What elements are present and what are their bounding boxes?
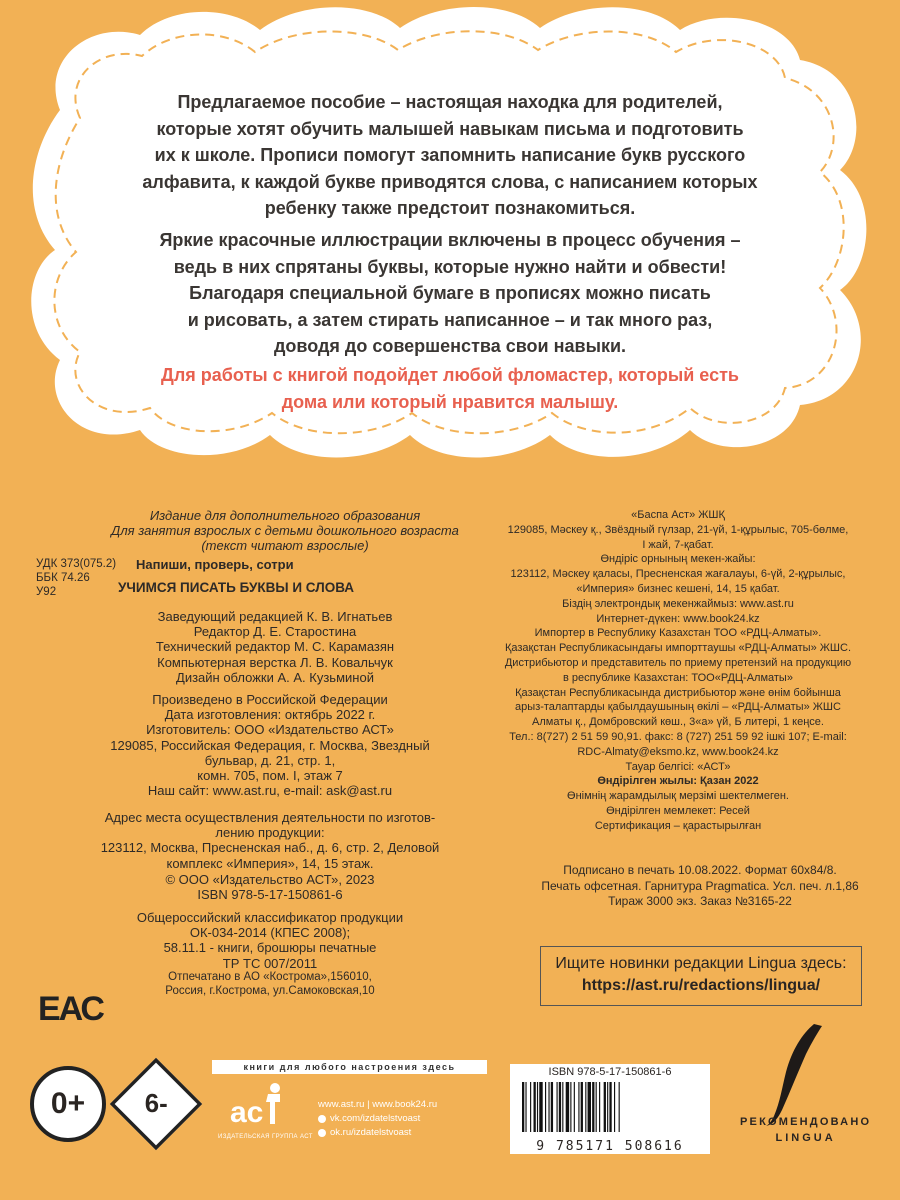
book-title-block [118,557,458,595]
lingua-box-link[interactable]: https://ast.ru/redactions/lingua/ [581,977,821,994]
credit-line: Заведующий редакцией К. В. Игнатьев [157,609,393,624]
kz-line: Өндіріс орнының мекен-жайы: [600,553,756,566]
kz-line: Өнімнің жарамдылық мерзімі шектелмеген. [567,790,789,803]
classifier-block [70,910,470,971]
kazakh-info [478,508,878,834]
age-rating-text: 6- [144,1089,168,1118]
copyright: © ООО «Издательство АСТ», 2023 [165,872,375,887]
svg-text:ac: ac [230,1096,264,1129]
intro-line: которые хотят обучить малышей навыкам письма и подготовить [156,118,744,139]
udk-code: УДК 373(075.2) [36,558,117,570]
ast-publisher-label: ИЗДАТЕЛЬСКАЯ ГРУППА АСТ [218,1134,313,1140]
print-info-line: Тираж 3000 экз. Заказ №3165-22 [608,894,792,908]
production-line: Наш сайт: www.ast.ru, e-mail: ask@ast.ru [147,783,393,799]
web-links [318,1098,437,1140]
edition-notes [110,508,460,554]
intro-paragraph-2 [110,227,790,360]
credit-line: Компьютерная верстка Л. В. Ковальчук [157,654,393,670]
intro-line: Благодаря специальной бумаге в прописях можно писать [189,283,711,303]
vk-icon [318,1115,326,1123]
kz-line: Алматы қ., Домбровский көш., 3«а» үй, Б литері, 1 кеңсе. [532,716,824,729]
book-title: УЧИМСЯ ПИСАТЬ БУКВЫ И СЛОВА [118,580,355,596]
web-link-row [318,1126,437,1140]
intro-line: Предлагаемое пособие – настоящая находка для родителей, [177,92,723,112]
intro-line: алфавита, к каждой букве приводятся слова, с написанием которых [142,171,758,192]
intro-line: Для работы с книгой подойдет любой фломастер, который есть [161,365,739,385]
kz-line: в республике Казахстан: ТОО«РДЦ-Алматы» [563,671,793,684]
edition-note: Издание для дополнительного образования [149,508,421,523]
kz-line: Өндірілген жылы: Қазан 2022 [597,775,759,788]
kz-line: I жай, 7-қабат. [642,538,714,551]
kz-line: Дистрибьютор и представитель по приему претензий на продукцию [504,656,852,669]
barcode-digits: 9 785171 508616 [536,1139,684,1154]
ok-icon [318,1129,326,1137]
copyright-block [70,872,470,902]
printer-line: Россия, г.Кострома, ул.Самоковская,10 [165,985,375,997]
kz-line: Тауар белгісі: «АСТ» [625,760,731,773]
kz-line: Сертификация – қарастырылған [594,819,762,832]
intro-line: их к школе. Прописи помогут запомнить написание букв русского [154,145,746,165]
kz-line: Біздің электрондық мекенжаймыз: www.ast.ru [562,597,794,610]
credits [100,609,450,685]
classifier-line: ТР ТС 007/2011 [222,955,318,971]
kz-line: Импортер в Республику Казахстан ТОО «РДЦ-Алматы». [534,627,822,640]
web-link-row [318,1112,437,1126]
credit-line: Дизайн обложки А. А. Кузьминой [176,669,374,685]
recommended-badge [740,1114,871,1146]
print-info-line: Подписано в печать 10.08.2022. Формат 60х84/8. [563,863,837,877]
author-code: У92 [36,586,57,598]
production-info [70,692,470,798]
web-link-row [318,1098,437,1112]
ast-logo-icon [228,1082,284,1132]
kz-line: 129085, Мәскеу қ., Звёздный гүлзар, 21-үй, 1-құрылыс, 705-бөлме, [507,523,849,536]
kz-line: RDC-Almaty@eksmo.kz, www.book24.kz [577,745,779,758]
printer-block [70,970,470,998]
intro-paragraph-1 [110,89,790,222]
address-line: комплекс «Империя», 14, 15 этаж. [166,855,374,871]
age-rating-0-plus: 0+ [30,1066,106,1142]
kz-line: арыз-талаптарды қабылдаушының өкілі – «РДЦ-Алматы» ЖШС [515,701,841,714]
lingua-box [540,946,862,1006]
bbk-code: ББК 74.26 [36,572,90,584]
slogan-banner: книги для любого настроения здесь [212,1060,487,1074]
credit-line: Технический редактор М. С. Карамазян [155,639,395,655]
print-info [520,863,880,910]
production-line: 129085, Российская Федерация, г. Москва, Звездный [110,737,430,753]
classifier-line: 58.11.1 - книги, брошюры печатные [163,940,377,956]
production-line: Изготовитель: ООО «Издательство АСТ» [146,722,394,738]
printer-line: Отпечатано в АО «Кострома»,156010, [168,971,372,983]
web-link[interactable]: vk.com/izdatelstvoast [330,1113,421,1124]
classification-codes [36,557,116,599]
address-line: 123112, Москва, Пресненская наб., д. 6, стр. 2, Деловой [100,840,440,856]
intro-line: и рисовать, а затем стирать написанное – и так много раз, [187,309,713,330]
recommended-brand: LINGUA [775,1132,836,1144]
intro-line: Яркие красочные иллюстрации включены в процесс обучения – [159,230,741,250]
intro-line: дома или который нравится малышу. [281,391,619,412]
kz-line: Қазақстан Республикасындағы импорттаушы «РДЦ-Алматы» ЖШС. [504,642,852,655]
age-rating-6-minus [110,1058,202,1150]
barcode [510,1064,710,1154]
kz-line: Тел.: 8(727) 2 51 59 90,91. факс: 8 (727) 251 59 92 ішкі 107; E-mail: [509,730,847,743]
edition-note: Для занятия взрослых с детьми дошкольного возраста [111,523,459,539]
edition-note: (текст читают взрослые) [201,538,369,554]
print-info-line: Печать офсетная. Гарнитура Pragmatica. Усл. печ. л.1,86 [541,878,859,893]
intro-line: доводя до совершенства свои навыки. [273,336,627,356]
address-line: Адрес места осуществления деятельности по изготов- [104,810,436,825]
kz-line: «Баспа Аст» ЖШҚ [631,509,725,521]
kz-line: Өндірілген мемлекет: Ресей [606,804,750,817]
barcode-isbn: ISBN 978-5-17-150861-6 [548,1066,672,1078]
kz-line: 123112, Мәскеу қаласы, Пресненская жағалауы, 6-үй, 2-құрылыс, [510,568,846,581]
classifier-line: ОК-034-2014 (КПЕС 2008); [189,925,351,941]
address-line: лению продукции: [215,825,325,841]
web-link[interactable]: www.ast.ru | www.book24.ru [318,1099,438,1110]
book-subtitle: Напиши, проверь, сотри [136,557,294,572]
isbn: ISBN 978-5-17-150861-6 [197,887,343,903]
eac-mark: ЕАС [38,990,103,1028]
intro-line: ведь в них спрятаны буквы, которые нужно найти и обвести! [173,256,727,277]
address-info [70,810,470,871]
web-link[interactable]: ok.ru/izdatelstvoast [330,1127,412,1138]
kz-line: «Империя» бизнес кешені, 14, 15 қабат. [576,582,780,595]
production-line: Дата изготовления: октябрь 2022 г. [164,707,376,723]
production-line: комн. 705, пом. I, этаж 7 [197,768,343,784]
recommended-label: РЕКОМЕНДОВАНО [740,1116,872,1128]
classifier-line: Общероссийский классификатор продукции [136,910,404,925]
credit-line: Редактор Д. Е. Старостина [193,624,357,640]
production-line: Произведено в Российской Федерации [152,692,388,707]
barcode-bars-icon [510,1080,710,1134]
production-line: бульвар, д. 21, стр. 1, [204,752,336,768]
intro-line: ребенку также предстоит познакомиться. [264,198,636,218]
kz-line: Қазақстан Республикасында дистрибьютор және өнім бойынша [515,686,841,699]
kz-line: Интернет-дүкен: www.book24.kz [596,612,760,625]
intro-paragraph-3 [110,362,790,415]
lingua-box-text: Ищите новинки редакции Lingua здесь: [555,955,847,972]
